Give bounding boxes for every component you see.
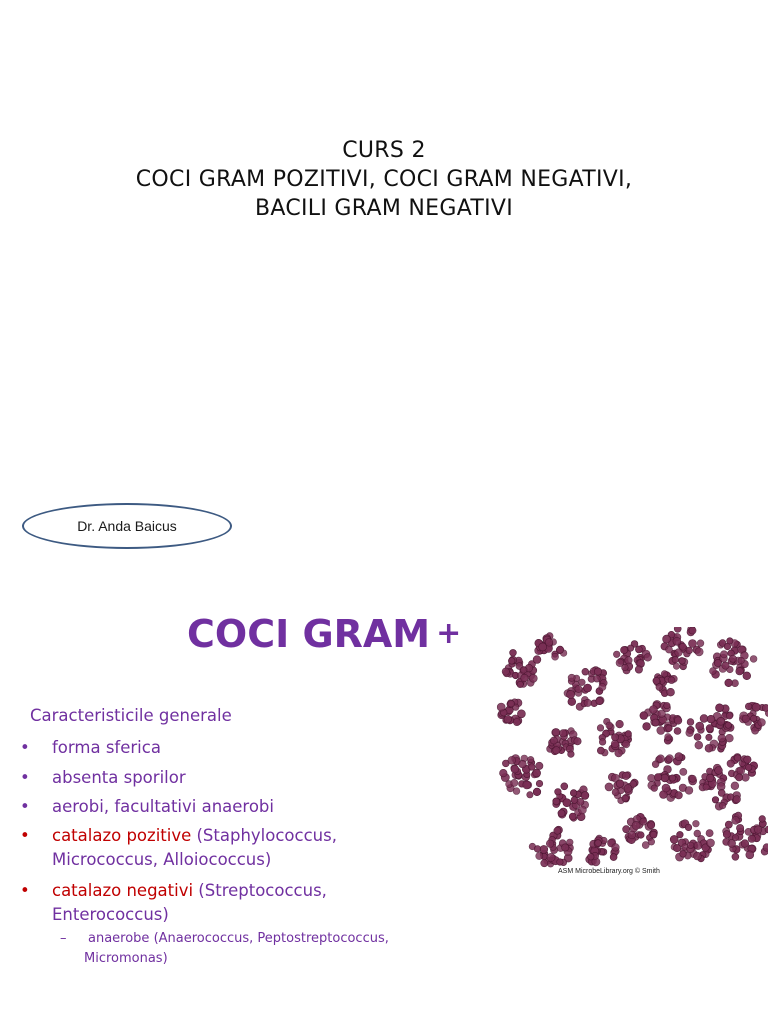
coccus-cell bbox=[743, 672, 751, 680]
coccus-cell bbox=[635, 666, 642, 673]
coccus-cell bbox=[750, 715, 757, 722]
coccus-cell bbox=[694, 734, 701, 741]
coccus-cell bbox=[734, 755, 741, 762]
coccus-cell bbox=[534, 846, 541, 853]
coccus-cell bbox=[519, 760, 527, 768]
coccus-cell bbox=[729, 655, 736, 662]
coccus-cell bbox=[553, 798, 560, 805]
title-line-1: CURS 2 bbox=[342, 138, 426, 163]
slide-title bbox=[0, 136, 768, 223]
coccus-cell bbox=[714, 659, 721, 666]
sub-bullet-text: Micromonas) bbox=[84, 951, 168, 966]
coccus-cell bbox=[654, 774, 661, 781]
coccus-cell bbox=[622, 795, 629, 802]
coccus-cell bbox=[613, 651, 620, 658]
coccus-cell bbox=[627, 645, 633, 651]
coccus-cell bbox=[666, 646, 673, 653]
coccus-cell bbox=[612, 734, 619, 741]
bullet-text: Micrococcus, Alloiococcus) bbox=[52, 850, 272, 869]
coccus-cell bbox=[597, 747, 604, 754]
coccus-cell bbox=[568, 751, 575, 758]
catalase-negative-label: catalazo negativi bbox=[52, 881, 194, 900]
coccus-cell bbox=[673, 844, 680, 851]
coccus-cell bbox=[748, 835, 755, 842]
coccus-cell bbox=[508, 658, 515, 665]
coccus-cell bbox=[533, 656, 541, 664]
coccus-cell bbox=[511, 765, 519, 773]
coccus-cell bbox=[555, 789, 562, 796]
coccus-cell bbox=[523, 781, 531, 789]
coccus-cell bbox=[552, 653, 559, 660]
coccus-cell bbox=[697, 640, 704, 647]
coccus-cell bbox=[707, 715, 715, 723]
coccus-cell bbox=[643, 723, 651, 731]
coccus-cell bbox=[727, 638, 733, 644]
coccus-cell bbox=[695, 648, 703, 656]
coccus-cell bbox=[762, 704, 768, 711]
coccus-cell bbox=[725, 722, 731, 728]
coccus-cell bbox=[623, 826, 630, 833]
coccus-cell bbox=[517, 710, 525, 718]
coccus-cell bbox=[731, 782, 739, 790]
coccus-cell bbox=[712, 797, 719, 804]
coccus-cell bbox=[510, 649, 517, 656]
coccus-cell bbox=[612, 789, 619, 796]
coccus-cell bbox=[736, 667, 744, 675]
coccus-cell bbox=[502, 668, 509, 675]
coccus-cell bbox=[726, 713, 733, 720]
coccus-cell bbox=[550, 737, 557, 744]
coccus-cell bbox=[745, 764, 752, 771]
coccus-cell bbox=[725, 679, 733, 687]
coccus-cell bbox=[597, 725, 604, 732]
gram-stain-micrograph bbox=[492, 627, 768, 877]
coccus-cell bbox=[706, 725, 713, 732]
coccus-cell bbox=[588, 854, 595, 861]
coccus-cell bbox=[582, 668, 589, 675]
coccus-cell bbox=[533, 769, 541, 777]
coccus-cell bbox=[628, 831, 636, 839]
bullet-text: Enterococcus) bbox=[52, 905, 169, 924]
coccus-cell bbox=[527, 792, 533, 798]
coccus-cell bbox=[616, 720, 624, 728]
coccus-cell bbox=[621, 646, 628, 653]
section-title-text: COCI GRAM bbox=[187, 612, 431, 656]
coccus-cell bbox=[732, 853, 739, 860]
coccus-cell bbox=[640, 818, 647, 825]
coccus-cell bbox=[581, 792, 589, 800]
coccus-cell bbox=[669, 775, 675, 781]
coccus-cell bbox=[508, 700, 515, 707]
coccus-cell bbox=[666, 755, 674, 763]
coccus-cell bbox=[568, 698, 576, 706]
coccus-cell bbox=[706, 734, 712, 740]
coccus-cell bbox=[541, 860, 548, 867]
coccus-cell bbox=[732, 817, 740, 825]
coccus-cell bbox=[605, 783, 613, 791]
coccus-cell bbox=[561, 783, 568, 790]
coccus-cell bbox=[680, 851, 687, 858]
coccus-cell bbox=[759, 816, 766, 823]
coccus-cell bbox=[686, 729, 694, 737]
coccus-cell bbox=[536, 852, 543, 859]
coccus-cell bbox=[742, 715, 749, 722]
catalase-positive-label: catalazo pozitive bbox=[52, 826, 192, 845]
coccus-cell bbox=[717, 717, 725, 725]
coccus-cell bbox=[632, 821, 640, 829]
coccus-cell bbox=[750, 656, 757, 663]
bullet-text: (Staphylococcus, bbox=[191, 826, 337, 845]
coccus-cell bbox=[616, 780, 624, 788]
coccus-cell bbox=[547, 853, 555, 861]
coccus-cell bbox=[579, 679, 586, 686]
coccus-cell bbox=[508, 756, 516, 764]
coccus-cell bbox=[552, 729, 560, 737]
coccus-cell bbox=[648, 822, 655, 829]
coccus-cell bbox=[648, 774, 655, 781]
coccus-cell bbox=[625, 657, 632, 664]
coccus-cell bbox=[744, 756, 751, 763]
coccus-cell bbox=[584, 699, 591, 706]
coccus-cell bbox=[723, 831, 730, 838]
coccus-cell bbox=[675, 753, 683, 761]
sub-bullet-text: anaerobe (Anaerococcus, Peptostreptococcus, bbox=[88, 931, 389, 946]
coccus-cell bbox=[657, 755, 665, 763]
coccus-cell bbox=[610, 854, 617, 861]
coccus-cell bbox=[650, 831, 657, 838]
author-name: Dr. Anda Baicus bbox=[77, 518, 177, 534]
bullet-text: forma sferica bbox=[52, 738, 161, 757]
coccus-cell bbox=[625, 731, 631, 737]
coccus-cell bbox=[673, 637, 681, 645]
subheading: Caracteristicile generale bbox=[30, 706, 232, 725]
coccus-cell bbox=[648, 839, 655, 846]
coccus-cell bbox=[568, 674, 575, 681]
coccus-cell bbox=[705, 744, 713, 752]
coccus-cell bbox=[497, 703, 505, 711]
coccus-cell bbox=[746, 851, 754, 859]
coccus-cell bbox=[599, 683, 606, 690]
coccus-cell bbox=[638, 832, 645, 839]
coccus-cell bbox=[718, 734, 726, 742]
coccus-cell bbox=[718, 789, 725, 796]
coccus-cell bbox=[687, 719, 694, 726]
coccus-cell bbox=[520, 667, 527, 674]
coccus-cell bbox=[567, 690, 575, 698]
coccus-cell bbox=[570, 790, 577, 797]
coccus-cell bbox=[693, 820, 700, 827]
section-title-plus: + bbox=[436, 616, 462, 651]
bullet-text: absenta sporilor bbox=[52, 768, 186, 787]
coccus-cell bbox=[668, 677, 675, 684]
title-line-2: COCI GRAM POZITIVI, COCI GRAM NEGATIVI, bbox=[135, 167, 633, 192]
coccus-cell bbox=[687, 842, 694, 849]
coccus-cell bbox=[745, 703, 752, 710]
coccus-cell bbox=[644, 654, 652, 662]
coccus-cell bbox=[528, 756, 534, 762]
coccus-cell bbox=[575, 685, 582, 692]
coccus-cell bbox=[722, 662, 729, 669]
coccus-cell bbox=[640, 712, 648, 720]
coccus-cell bbox=[569, 813, 576, 820]
coccus-cell bbox=[513, 719, 520, 726]
coccus-cell bbox=[672, 656, 679, 663]
coccus-cell bbox=[663, 635, 671, 643]
coccus-cell bbox=[727, 760, 734, 767]
coccus-cell bbox=[511, 779, 518, 786]
coccus-cell bbox=[546, 840, 554, 848]
coccus-cell bbox=[689, 775, 696, 782]
coccus-cell bbox=[719, 802, 726, 809]
coccus-cell bbox=[737, 767, 745, 775]
coccus-cell bbox=[667, 688, 675, 696]
coccus-cell bbox=[624, 785, 632, 793]
section-title bbox=[187, 612, 461, 656]
bullet-dot: • bbox=[20, 738, 30, 757]
coccus-cell bbox=[675, 649, 683, 657]
coccus-cell bbox=[606, 722, 613, 729]
coccus-cell bbox=[612, 844, 620, 852]
coccus-cell bbox=[557, 859, 564, 866]
coccus-cell bbox=[694, 842, 702, 850]
coccus-cell bbox=[689, 627, 696, 634]
coccus-cell bbox=[716, 704, 724, 712]
coccus-cell bbox=[567, 839, 574, 846]
coccus-cell bbox=[694, 830, 701, 837]
image-credit: ASM MicrobeLibrary.org © Smith bbox=[558, 868, 660, 875]
coccus-cell bbox=[679, 658, 686, 665]
coccus-cell bbox=[736, 824, 743, 831]
coccus-cell bbox=[738, 657, 745, 664]
coccus-cell bbox=[703, 784, 709, 790]
coccus-cell bbox=[689, 640, 697, 648]
coccus-cell bbox=[700, 715, 708, 723]
author-oval bbox=[22, 503, 232, 549]
coccus-cell bbox=[635, 646, 642, 653]
bullet-dot: • bbox=[20, 881, 30, 900]
coccus-cell bbox=[653, 677, 660, 684]
coccus-cell bbox=[529, 764, 536, 771]
coccus-cell bbox=[536, 762, 543, 769]
coccus-cell bbox=[741, 840, 749, 848]
coccus-cell bbox=[706, 830, 713, 837]
title-line-3: BACILI GRAM NEGATIVI bbox=[254, 196, 514, 221]
coccus-cell bbox=[557, 646, 564, 653]
bullet-dot: • bbox=[20, 826, 30, 845]
coccus-cell bbox=[694, 852, 702, 860]
dash-marker: – bbox=[60, 931, 67, 946]
coccus-cell bbox=[674, 717, 682, 725]
coccus-cell bbox=[574, 738, 581, 745]
coccus-cell bbox=[720, 651, 727, 658]
coccus-cell bbox=[504, 716, 512, 724]
coccus-cell bbox=[715, 767, 723, 775]
coccus-cell bbox=[662, 784, 670, 792]
coccus-cell bbox=[596, 697, 603, 704]
coccus-cell bbox=[685, 787, 693, 795]
coccus-cell bbox=[622, 772, 630, 780]
coccus-cell bbox=[656, 684, 663, 691]
coccus-cell bbox=[545, 639, 553, 647]
bullet-text: (Streptococcus, bbox=[193, 881, 327, 900]
cocci-clusters-image bbox=[492, 627, 768, 877]
coccus-cell bbox=[553, 747, 560, 754]
coccus-cell bbox=[685, 824, 692, 831]
coccus-cell bbox=[666, 725, 673, 732]
coccus-cell bbox=[706, 774, 714, 782]
coccus-cell bbox=[536, 780, 543, 787]
coccus-cell bbox=[752, 703, 760, 711]
coccus-cell bbox=[658, 710, 666, 718]
coccus-cell bbox=[599, 739, 606, 746]
coccus-cell bbox=[696, 722, 704, 730]
coccus-cell bbox=[665, 734, 672, 741]
coccus-cell bbox=[695, 741, 703, 749]
coccus-cell bbox=[674, 627, 681, 632]
coccus-cell bbox=[661, 774, 669, 782]
coccus-cell bbox=[578, 806, 586, 814]
coccus-cell bbox=[649, 706, 657, 714]
coccus-cell bbox=[754, 826, 762, 834]
coccus-cell bbox=[686, 647, 693, 654]
coccus-cell bbox=[670, 835, 678, 843]
bullet-text: aerobi, facultativi anaerobi bbox=[52, 797, 274, 816]
coccus-cell bbox=[558, 810, 565, 817]
coccus-cell bbox=[675, 792, 682, 799]
coccus-cell bbox=[533, 788, 541, 796]
coccus-cell bbox=[500, 769, 508, 777]
coccus-cell bbox=[595, 840, 602, 847]
coccus-cell bbox=[594, 675, 601, 682]
coccus-cell bbox=[736, 774, 743, 781]
coccus-cell bbox=[707, 839, 715, 847]
coccus-cell bbox=[594, 668, 601, 675]
coccus-cell bbox=[615, 749, 623, 757]
coccus-cell bbox=[554, 827, 561, 834]
coccus-cell bbox=[725, 821, 732, 828]
coccus-cell bbox=[664, 702, 670, 708]
coccus-cell bbox=[758, 719, 766, 727]
coccus-cell bbox=[710, 668, 717, 675]
bullet-dot: • bbox=[20, 768, 30, 787]
coccus-cell bbox=[674, 728, 681, 735]
coccus-cell bbox=[763, 844, 768, 852]
coccus-cell bbox=[652, 719, 659, 726]
coccus-cell bbox=[622, 664, 629, 671]
coccus-cell bbox=[529, 674, 537, 682]
coccus-cell bbox=[513, 788, 520, 795]
bullet-dot: • bbox=[20, 797, 30, 816]
coccus-cell bbox=[651, 785, 658, 792]
coccus-cell bbox=[560, 730, 567, 737]
coccus-cell bbox=[521, 674, 529, 682]
coccus-cell bbox=[680, 768, 687, 775]
coccus-cell bbox=[517, 681, 523, 687]
coccus-cell bbox=[733, 796, 740, 803]
coccus-cell bbox=[732, 835, 738, 841]
coccus-cell bbox=[584, 684, 592, 692]
